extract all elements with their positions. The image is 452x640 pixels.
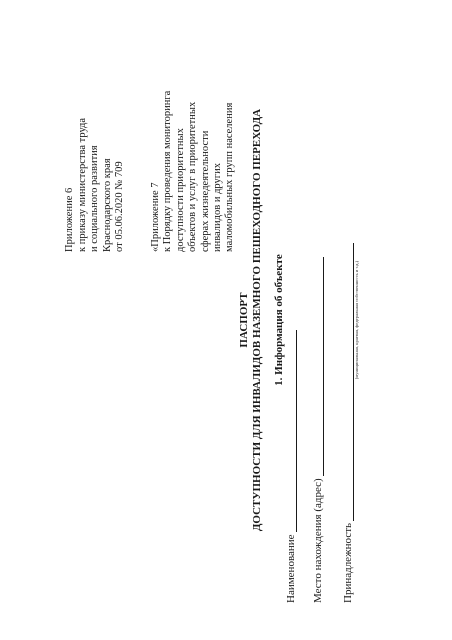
name-input-line[interactable]	[285, 330, 297, 532]
appendix-6-line: от 05.06.2020 № 709	[114, 161, 126, 252]
appendix-7-line: маломобильных групп населения	[224, 102, 236, 252]
title-subject: ДОСТУПНОСТИ ДЛЯ ИНВАЛИДОВ НАЗЕМНОГО ПЕШЕХОДНОГО ПЕРЕХОДА	[250, 108, 263, 532]
location-label: Место нахождения (адрес)	[312, 478, 324, 603]
appendix-6-line: Краснодарского края	[101, 158, 113, 252]
location-input-line[interactable]	[312, 257, 324, 476]
belonging-field[interactable]	[340, 243, 354, 603]
section-heading: 1. Информация об объекте	[273, 254, 285, 386]
location-field[interactable]	[310, 257, 324, 603]
appendix-6-line: Приложение 6	[64, 187, 75, 252]
name-field[interactable]	[283, 330, 297, 603]
belonging-input-line[interactable]	[342, 243, 354, 521]
appendix-6-line: к приказу министерства труда	[76, 117, 88, 252]
appendix-7-line: «Приложение 7	[150, 182, 161, 252]
belonging-hint: (муниципальная, краевая, федеральная собственность и т.д.)	[354, 260, 359, 380]
appendix-7-line: объектов и услуг в приоритетных	[187, 101, 199, 252]
appendix-6-line: и социального развития	[89, 145, 101, 252]
appendix-7-line: сферах жизнедеятельности	[199, 130, 211, 252]
name-label: Наименование	[285, 534, 297, 603]
appendix-7-block	[150, 91, 237, 252]
title-passport: ПАСПОРТ	[238, 292, 250, 348]
belonging-label: Принадлежность	[342, 522, 354, 603]
appendix-6-block	[64, 118, 127, 252]
document-title	[238, 0, 263, 640]
appendix-7-line: инвалидов и других	[212, 163, 224, 252]
appendix-7-line: к Порядку проведения мониторинга	[162, 90, 174, 252]
appendix-7-line: доступности приоритетных	[174, 128, 186, 252]
